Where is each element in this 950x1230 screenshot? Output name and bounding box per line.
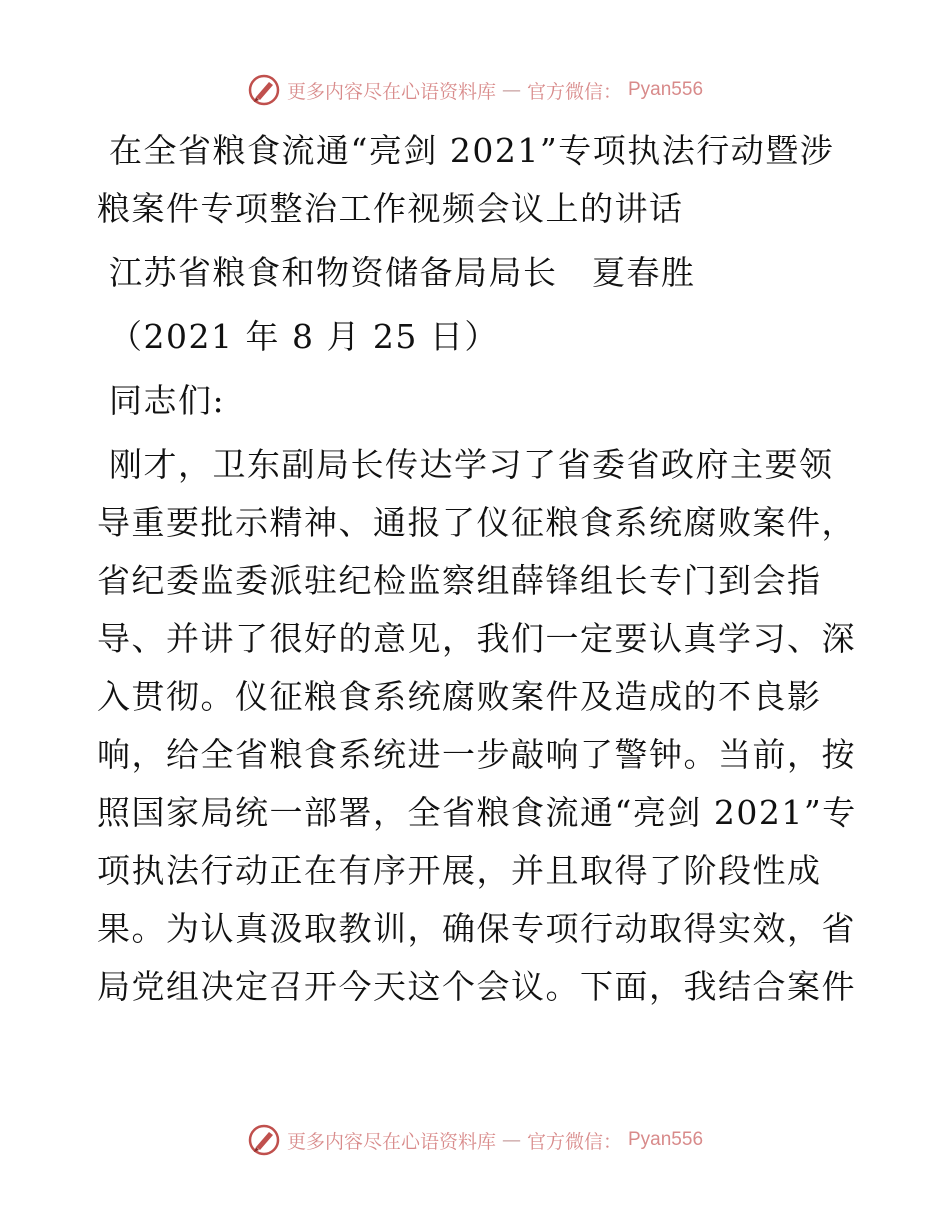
banner-slogan: 更多内容尽在心语资料库	[286, 1130, 496, 1153]
banner-wechat-label: 官方微信：	[526, 1130, 622, 1153]
body-line: 刚才，卫东副局长传达学习了省委省政府主要领	[109, 445, 834, 484]
body-line: 局党组决定召开今天这个会议。下面，我结合案件	[97, 967, 856, 1006]
body-line: 照国家局统一部署，全省粮食流通“亮剑 2021”专	[97, 793, 857, 832]
body-line: 省纪委监委派驻纪检监察组薛锋组长专门到会指	[97, 561, 822, 600]
body-line: 入贯彻。仪征粮食系统腐败案件及造成的不良影	[97, 677, 822, 716]
pen-logo-icon	[247, 1123, 281, 1157]
title-line-1: 在全省粮食流通“亮剑 2021”专项执法行动暨涉	[109, 131, 835, 170]
date-line: （2021 年 8 月 25 日）	[109, 317, 499, 356]
banner-separator: —	[501, 79, 521, 101]
banner-wechat-label: 官方微信：	[526, 80, 622, 103]
header-watermark-banner	[0, 70, 950, 110]
pen-logo-icon	[247, 73, 281, 107]
banner-separator: —	[501, 1129, 521, 1151]
body-line: 响，给全省粮食系统进一步敲响了警钟。当前，按	[97, 735, 856, 774]
body-line: 导、并讲了很好的意见，我们一定要认真学习、深	[97, 619, 856, 658]
salutation: 同志们:	[109, 381, 226, 420]
author-line: 江苏省粮食和物资储备局局长 夏春胜	[109, 253, 696, 292]
banner-wechat-id: Pyan556	[628, 1129, 704, 1150]
title-line-2: 粮案件专项整治工作视频会议上的讲话	[97, 189, 684, 228]
banner-slogan: 更多内容尽在心语资料库	[286, 80, 496, 103]
banner-wechat-id: Pyan556	[628, 79, 704, 100]
body-line: 项执法行动正在有序开展，并且取得了阶段性成	[97, 851, 822, 890]
footer-watermark-banner	[0, 1120, 950, 1160]
body-line: 果。为认真汲取教训，确保专项行动取得实效，省	[97, 909, 856, 948]
body-line: 导重要批示精神、通报了仪征粮食系统腐败案件，	[97, 503, 856, 542]
document-body	[97, 122, 857, 1016]
